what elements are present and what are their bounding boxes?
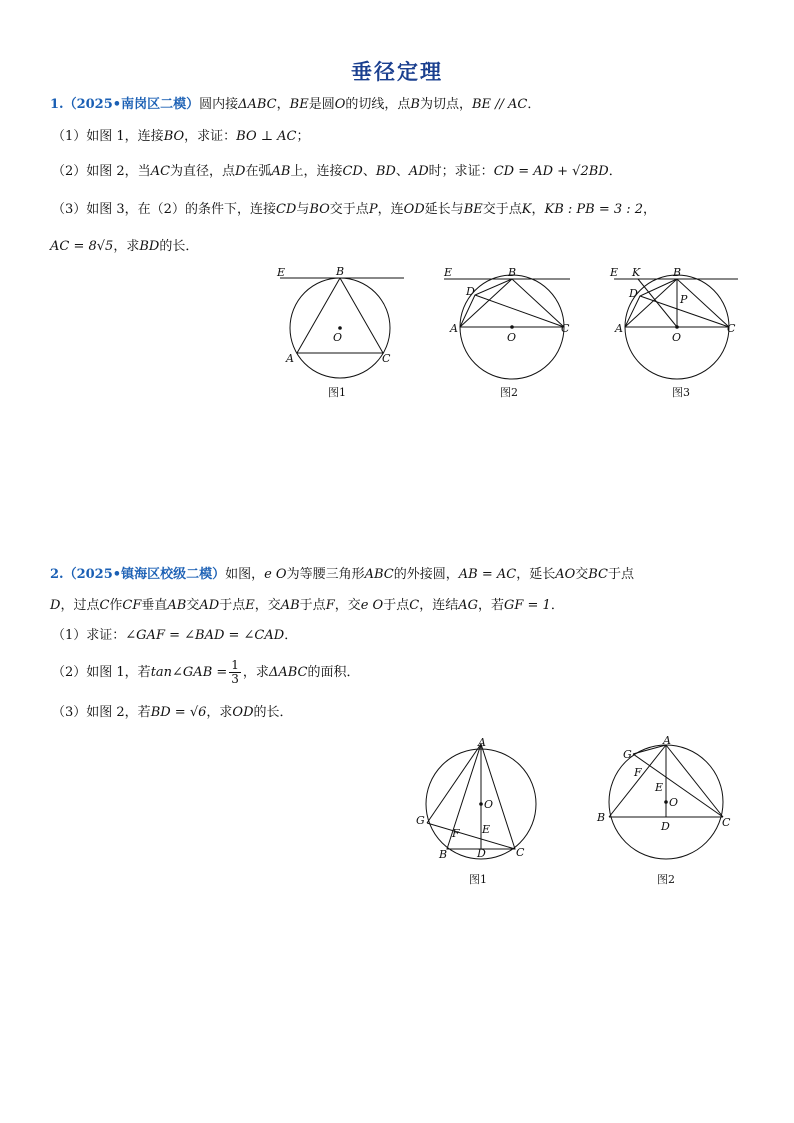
page-title: 垂径定理 <box>351 59 443 84</box>
svg-text:A: A <box>615 322 623 335</box>
svg-text:F: F <box>452 827 460 840</box>
fraction-one-third: $\frac{1}{3}$ <box>231 658 239 686</box>
svg-text:D: D <box>661 820 670 833</box>
q2-figure-2 <box>595 735 735 890</box>
svg-text:B: B <box>439 848 448 861</box>
svg-text:D: D <box>466 285 475 298</box>
svg-text:G: G <box>623 748 632 761</box>
svg-text:图2: 图2 <box>657 873 675 886</box>
q2-stem-line1: 2.（2025•镇海区校级二模）如图，e O为等腰三角形ABC的外接圆，AB = AC，延长AO交BC于点 <box>50 567 635 582</box>
q2-part2: （2）如图 1，若tan∠GAB = $\frac{1}{3}$ ，求ΔABC的面积． <box>52 658 360 686</box>
label-C: C <box>382 352 391 365</box>
svg-text:B: B <box>597 811 606 824</box>
q1-part3-line1: （3）如图 3，在（2）的条件下，连接CD与BO交于点P，连OD延长与BE交于点K，KB : PB = 3 : 2， <box>52 202 657 217</box>
svg-text:B: B <box>508 266 517 279</box>
q2-number: 2. <box>50 567 64 582</box>
q2-part3: （3）如图 2，若BD = √6，求OD的长． <box>52 705 293 720</box>
q1-source: （2025•南岗区二模） <box>63 97 200 112</box>
svg-text:A: A <box>478 736 486 749</box>
svg-text:B: B <box>673 266 682 279</box>
svg-text:E: E <box>655 781 664 794</box>
q1-part2: （2）如图 2，当AC为直径，点D在弧AB上，连接CD、BD、AD时；求证：CD = AD + √2BD． <box>52 164 622 179</box>
label-E: E <box>277 266 286 279</box>
svg-text:C: C <box>516 846 525 859</box>
label-B: B <box>336 265 345 278</box>
q2-stem-line2: D，过点C作CF垂直AB交AD于点E，交AB于点F，交e O于点C，连结AG，若GF = 1． <box>50 598 564 613</box>
q1-figure-3 <box>610 265 750 405</box>
svg-text:C: C <box>722 816 731 829</box>
svg-text:E: E <box>444 266 453 279</box>
svg-text:O: O <box>672 331 682 344</box>
svg-text:E: E <box>482 823 491 836</box>
svg-text:F: F <box>634 766 642 779</box>
svg-text:E: E <box>610 266 619 279</box>
svg-text:图2: 图2 <box>500 386 518 399</box>
svg-text:K: K <box>632 266 641 279</box>
svg-text:G: G <box>416 814 425 827</box>
svg-text:图3: 图3 <box>672 386 690 399</box>
svg-text:C: C <box>561 322 570 335</box>
svg-text:O: O <box>484 798 494 811</box>
q1-part3-line2: AC = 8√5，求BD的长． <box>50 239 199 254</box>
q1-stem: 1.（2025•南岗区二模）圆内接ΔABC，BE是圆O的切线，点B为切点，BE // AC． <box>50 97 541 112</box>
q1-number: 1. <box>50 97 64 112</box>
svg-text:D: D <box>477 847 486 860</box>
label-O: O <box>333 331 343 344</box>
svg-text:A: A <box>450 322 458 335</box>
q2-part1: （1）求证：∠GAF = ∠BAD = ∠CAD． <box>52 628 298 643</box>
svg-text:O: O <box>507 331 517 344</box>
svg-text:C: C <box>727 322 736 335</box>
q1-figure-2 <box>440 265 580 405</box>
svg-text:P: P <box>680 293 688 306</box>
q1-part1: （1）如图 1，连接BO，求证：BO ⊥ AC； <box>52 129 310 144</box>
figure-caption: 图1 <box>328 386 346 399</box>
svg-text:O: O <box>669 796 679 809</box>
q2-source: （2025•镇海区校级二模） <box>63 567 226 582</box>
q1-figure-1 <box>270 265 410 405</box>
svg-text:A: A <box>663 734 671 747</box>
q2-figure-1 <box>410 735 550 890</box>
svg-text:D: D <box>629 287 638 300</box>
svg-text:图1: 图1 <box>469 873 487 886</box>
label-A: A <box>286 352 294 365</box>
